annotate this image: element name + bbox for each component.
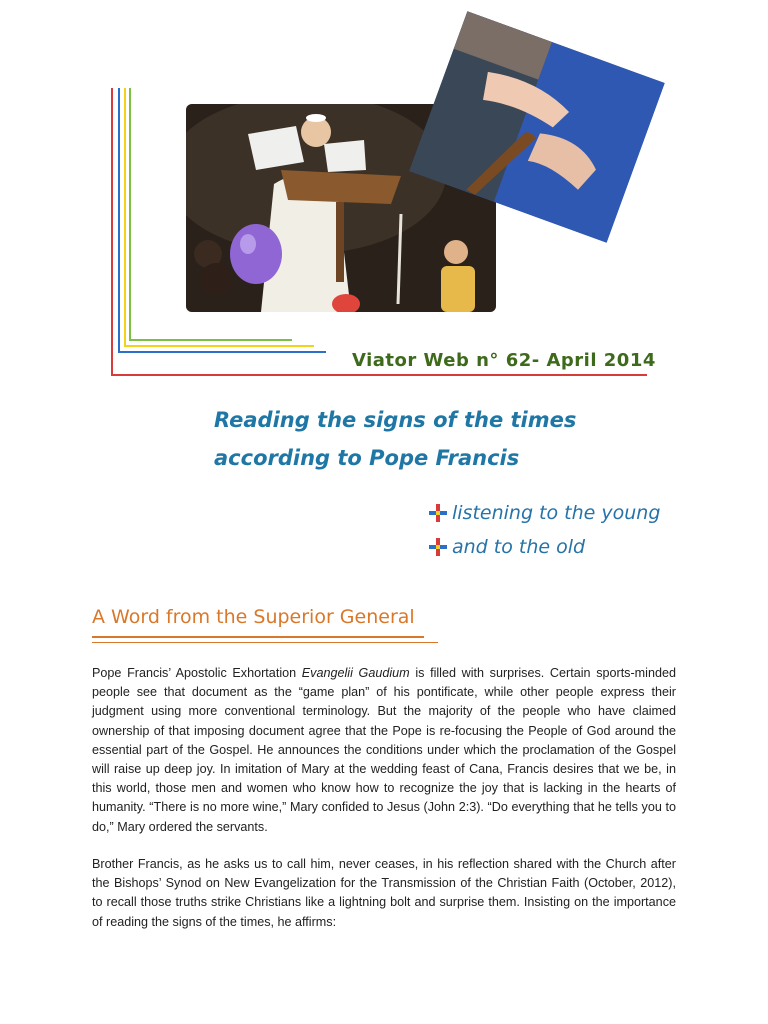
para1-text: Pope Francis’ Apostolic Exhortation <box>92 666 302 680</box>
bullet-item-young <box>428 502 660 524</box>
page-title-line2: according to Pope Francis <box>214 446 520 470</box>
blue-vertical-line <box>118 88 120 353</box>
section-underline-thin <box>92 642 438 643</box>
section-heading: A Word from the Superior General <box>92 606 415 628</box>
section-underline <box>92 636 424 638</box>
red-horizontal-line <box>111 374 647 376</box>
bullet-label: listening to the young <box>452 502 661 524</box>
bullet-item-old <box>428 536 585 558</box>
para1-text-cont: is filled with surprises. Certain sports-minded people see that document as the “game plan” of his pontificate, while other people express their judgment using more conventional terminology. But the majority of the people who have claimed ownership of that imposing document agree that the Pope is re-focusing the People of God around the essential part of the Gospel. He announces the conditions under which the proclamation of the Gospel will raise up deep joy. In imitation of Mary at the wedding feast of Cana, Francis desires that we be, in this world, those men and women who know how to recognize the joy that is lacking in the hearts of humanity. “There is no more wine,” Mary confided to Jesus (John 2:3). “Do everything that he tells you to do,” Mary ordered the servants. <box>92 666 676 834</box>
cross-bullet-icon <box>428 503 448 523</box>
document-title: Evangelii Gaudium <box>301 666 410 680</box>
paragraph-2: Brother Francis, as he asks us to call him, never ceases, in his reflection shared with the Church after the Bishops’ Synod on New Evangelization for the Transmission of the Christian Faith (October, 2012), to recall those truths strike Christians like a lightning bolt and surprise them. Insisting on the importance of reading the signs of the times, he affirms: <box>92 857 676 929</box>
red-vertical-line <box>111 88 113 376</box>
cross-bullet-icon <box>428 537 448 557</box>
paragraph-1 <box>92 664 676 837</box>
yellow-vertical-line <box>124 88 126 346</box>
blue-horizontal-line <box>118 351 326 353</box>
green-horizontal-line <box>129 339 292 341</box>
page-title-line1: Reading the signs of the times <box>214 408 577 432</box>
green-vertical-line <box>129 88 131 339</box>
masthead: Viator Web n° 62- April 2014 <box>352 350 656 371</box>
bullet-label: and to the old <box>452 536 586 558</box>
yellow-horizontal-line <box>124 345 314 347</box>
